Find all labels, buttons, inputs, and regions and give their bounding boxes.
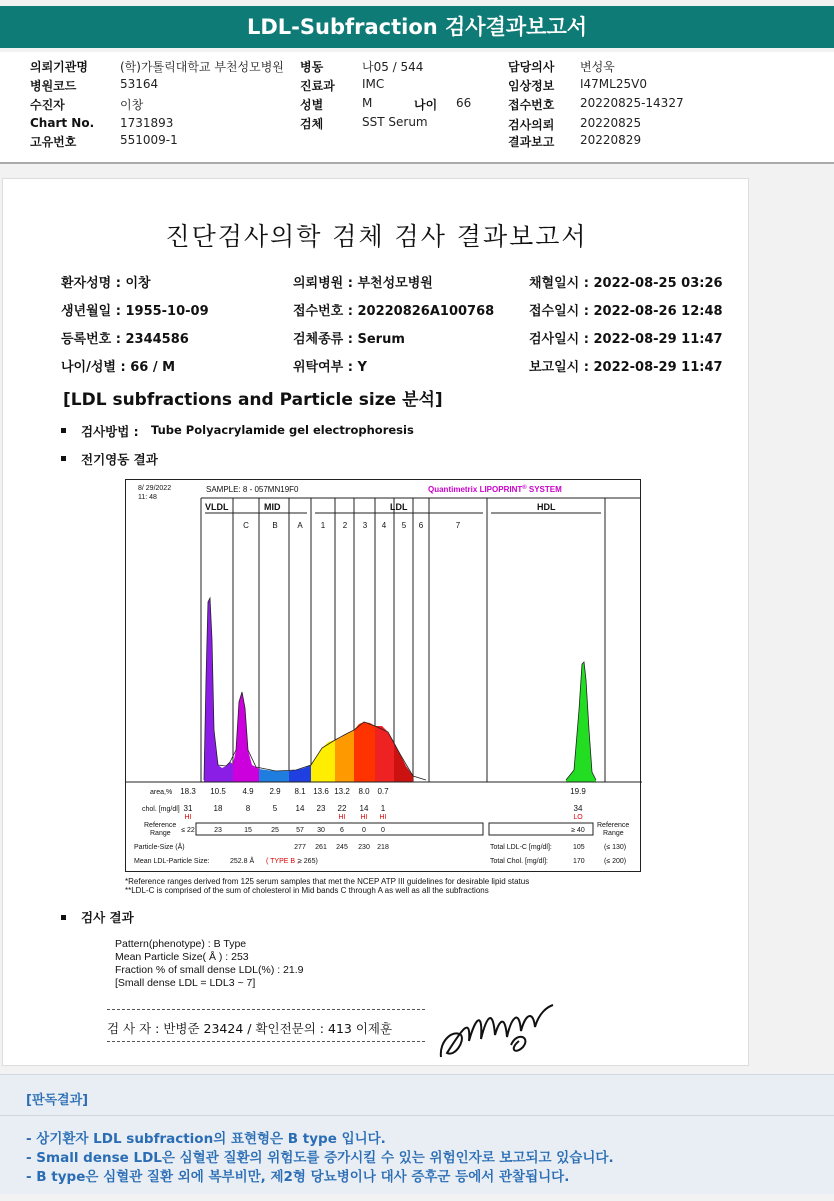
header-label: 성별 xyxy=(300,98,324,112)
patient-info: 위탁여부 : Y xyxy=(293,360,367,375)
footnote: **LDL-C is comprised of the sum of cholesterol in Mid bands C through A as well as all the subfractions xyxy=(125,886,489,895)
header-value: 20220829 xyxy=(580,133,642,147)
section-title: [LDL subfractions and Particle size 분석] xyxy=(63,390,443,410)
chart-brand-reg: ® xyxy=(522,485,527,491)
chol-value: 1 xyxy=(380,804,386,813)
band-label: 7 xyxy=(455,521,461,530)
header-value: 변성욱 xyxy=(580,60,615,74)
peak-fill xyxy=(311,740,335,782)
ref-value: 0 xyxy=(362,827,366,834)
header-value: 이창 xyxy=(120,98,144,112)
signature-line: 검 사 자 : 반병준 23424 / 확인전문의 : 413 이제훈 xyxy=(107,1021,393,1036)
header-value: 551009-1 xyxy=(120,133,178,147)
header-label: 검체 xyxy=(300,117,324,131)
mean-size-label: Mean LDL-Particle Size: xyxy=(134,858,210,865)
chol-value: 31 xyxy=(183,804,193,813)
area-value: 8.0 xyxy=(358,787,370,796)
ref-value: 23 xyxy=(214,827,222,834)
band-label: 3 xyxy=(362,521,368,530)
header-label: 의뢰기관명 xyxy=(30,60,88,74)
ref-value: 25 xyxy=(271,827,279,834)
area-value: 13.6 xyxy=(313,787,329,796)
peak-fill xyxy=(289,765,311,782)
header-value: IMC xyxy=(362,77,385,91)
chol-value: 5 xyxy=(272,804,278,813)
page-title: LDL-Subfraction 검사결과보고서 xyxy=(0,6,834,48)
area-value: 18.3 xyxy=(180,787,196,796)
header-value: 20220825-14327 xyxy=(580,96,684,110)
chart-brand-tail: SYSTEM xyxy=(526,485,562,494)
total-value: 170 xyxy=(573,858,585,865)
signature-image xyxy=(435,1001,565,1063)
header-value: 66 xyxy=(456,96,472,110)
lipoprint-svg xyxy=(126,480,642,873)
group-label: MID xyxy=(264,502,281,512)
chart-date: 8/ 29/2022 xyxy=(138,485,172,492)
bullet-icon xyxy=(61,428,66,433)
group-label: VLDL xyxy=(205,502,229,512)
patient-info: 나이/성별 : 66 / M xyxy=(61,360,176,375)
patient-info: 채혈일시 : 2022-08-25 03:26 xyxy=(529,276,723,291)
header-value: 1731893 xyxy=(120,116,174,130)
total-ref: (≤ 130) xyxy=(604,844,627,851)
chol-value: 34 xyxy=(573,804,583,813)
patient-info: 접수일시 : 2022-08-26 12:48 xyxy=(529,304,723,319)
total-value: 105 xyxy=(573,844,585,851)
header-value: I47ML25V0 xyxy=(580,77,647,91)
result-line: [Small dense LDL = LDL3 ~ 7] xyxy=(115,977,256,989)
total-label: Total LDL-C [mg/dl]: xyxy=(490,844,552,851)
area-value: 10.5 xyxy=(210,787,226,796)
interpretation-divider xyxy=(0,1115,834,1116)
interpretation-panel xyxy=(0,1074,834,1194)
lipoprint-chart xyxy=(125,479,641,872)
patient-info: 환자성명 : 이창 xyxy=(61,276,151,291)
row-label: Reference xyxy=(144,822,177,829)
particle-size-value: 277 xyxy=(294,844,306,851)
band-label: 2 xyxy=(342,521,348,530)
result-section-label: 검사 결과 xyxy=(81,910,134,925)
band-label: 1 xyxy=(320,521,326,530)
result-line: Fraction % of small dense LDL(%) : 21.9 xyxy=(115,964,304,976)
area-value: 19.9 xyxy=(570,787,586,796)
header-label: 검사의뢰 xyxy=(508,118,555,132)
flag-label: HI xyxy=(184,814,192,821)
header-value: (학)가톨릭대학교 부천성모병원 xyxy=(120,60,284,74)
header-label: 접수번호 xyxy=(508,98,555,112)
result-line: Mean Particle Size( Å ) : 253 xyxy=(115,951,249,963)
interpretation-line: - Small dense LDL은 심혈관 질환의 위험도를 증가시킬 수 있는 위험인자로 보고되고 있습니다. xyxy=(26,1150,614,1166)
header-label: Chart No. xyxy=(30,116,95,130)
band-label: A xyxy=(297,521,303,530)
particle-size-value: 245 xyxy=(336,844,348,851)
band-label: C xyxy=(243,521,249,530)
ref-value: 57 xyxy=(296,827,304,834)
header-value: M xyxy=(362,96,373,110)
mean-type: ( TYPE B ; xyxy=(266,858,299,865)
mean-size-value: 252.8 Å xyxy=(230,858,255,865)
signature-divider xyxy=(107,1041,425,1042)
patient-info: 접수번호 : 20220826A100768 xyxy=(293,304,495,319)
report-document xyxy=(2,178,749,1066)
group-label: HDL xyxy=(537,502,556,512)
header-label: 임상정보 xyxy=(508,79,555,93)
header-info-panel xyxy=(0,52,834,164)
particle-size-label: Particle-Size (Å) xyxy=(134,844,185,851)
chol-value: 23 xyxy=(316,804,326,813)
row-label: Range xyxy=(150,830,171,837)
bullet-icon xyxy=(61,915,66,920)
peak-fill xyxy=(354,722,375,782)
row-label: chol. [mg/dl] xyxy=(142,806,180,813)
header-value: 20220825 xyxy=(580,116,642,130)
electrophoresis-label: 전기영동 결과 xyxy=(81,452,158,467)
row-label: Reference xyxy=(597,822,630,829)
header-label: 진료과 xyxy=(300,79,335,93)
row-label: Range xyxy=(603,830,624,837)
ref-value: 6 xyxy=(340,827,344,834)
flag-label: HI xyxy=(360,814,368,821)
method-value: Tube Polyacrylamide gel electrophoresis xyxy=(151,423,414,437)
patient-info: 보고일시 : 2022-08-29 11:47 xyxy=(529,360,723,375)
interpretation-line: - B type은 심혈관 질환 외에 복부비만, 제2형 당뇨병이나 대사 증후군 등에서 관찰됩니다. xyxy=(26,1169,570,1185)
chol-value: 8 xyxy=(245,804,251,813)
particle-size-value: 218 xyxy=(377,844,389,851)
area-value: 0.7 xyxy=(377,787,389,796)
interpretation-line: - 상기환자 LDL subfraction의 표현형은 B type 입니다. xyxy=(26,1131,386,1147)
flag-label: LO xyxy=(573,814,583,821)
header-value: SST Serum xyxy=(362,115,428,129)
chol-value: 14 xyxy=(295,804,305,813)
ref-value: ≥ 40 xyxy=(571,827,585,834)
area-value: 13.2 xyxy=(334,787,350,796)
flag-label: HI xyxy=(379,814,387,821)
ref-value: 30 xyxy=(317,827,325,834)
chol-value: 22 xyxy=(337,804,347,813)
flag-label: HI xyxy=(338,814,346,821)
header-label: 고유번호 xyxy=(30,135,77,149)
area-value: 2.9 xyxy=(269,787,281,796)
band-label: 6 xyxy=(418,521,424,530)
particle-size-value: 230 xyxy=(358,844,370,851)
chart-brand-text: Quantimetrix LIPOPRINT® SYSTEM xyxy=(428,485,562,494)
patient-info: 검사일시 : 2022-08-29 11:47 xyxy=(529,332,723,347)
particle-size-value: 261 xyxy=(315,844,327,851)
chart-time: 11: 48 xyxy=(138,494,157,501)
mean-ref: ≥ 265) xyxy=(298,858,318,865)
result-line: Pattern(phenotype) : B Type xyxy=(115,938,247,950)
group-label: LDL xyxy=(390,502,408,512)
ref-value: ≤ 22 xyxy=(181,827,195,834)
peak-fill xyxy=(375,726,394,782)
interpretation-title: [판독결과] xyxy=(26,1093,89,1108)
patient-info: 등록번호 : 2344586 xyxy=(61,332,189,347)
band-label: 4 xyxy=(381,521,387,530)
total-ref: (≤ 200) xyxy=(604,858,627,865)
ref-value: 15 xyxy=(244,827,252,834)
chol-value: 18 xyxy=(213,804,223,813)
band-label: B xyxy=(272,521,278,530)
peak-fill xyxy=(204,598,233,782)
header-value: 나05 / 544 xyxy=(362,60,424,74)
signature-divider xyxy=(107,1009,425,1010)
header-label: 담당의사 xyxy=(508,60,555,74)
chol-value: 14 xyxy=(359,804,369,813)
ref-value: 0 xyxy=(381,827,385,834)
area-value: 4.9 xyxy=(242,787,254,796)
header-label: 수진자 xyxy=(30,98,65,112)
total-label: Total Chol. [mg/dl]: xyxy=(490,858,548,865)
area-value: 8.1 xyxy=(294,787,306,796)
bullet-icon xyxy=(61,456,66,461)
chart-sample: SAMPLE: 8 - 057MN19F0 xyxy=(206,485,299,494)
band-label: 5 xyxy=(401,521,407,530)
footnote: *Reference ranges derived from 125 serum samples that met the NCEP ATP III guidelines for desirable lipid status xyxy=(125,877,530,886)
patient-info: 검체종류 : Serum xyxy=(293,332,405,347)
header-value: 53164 xyxy=(120,77,159,91)
header-label: 나이 xyxy=(414,98,438,112)
patient-info: 의뢰병원 : 부천성모병원 xyxy=(293,276,433,291)
header-label: 병원코드 xyxy=(30,79,77,93)
patient-info: 생년월일 : 1955-10-09 xyxy=(61,304,209,319)
method-label: 검사방법 : xyxy=(81,424,139,439)
header-label: 병동 xyxy=(300,60,324,74)
peak-fill xyxy=(335,730,354,782)
row-label: area,% xyxy=(150,789,173,796)
header-label: 결과보고 xyxy=(508,135,555,149)
report-title: 진단검사의학 검체 검사 결과보고서 xyxy=(165,222,588,251)
